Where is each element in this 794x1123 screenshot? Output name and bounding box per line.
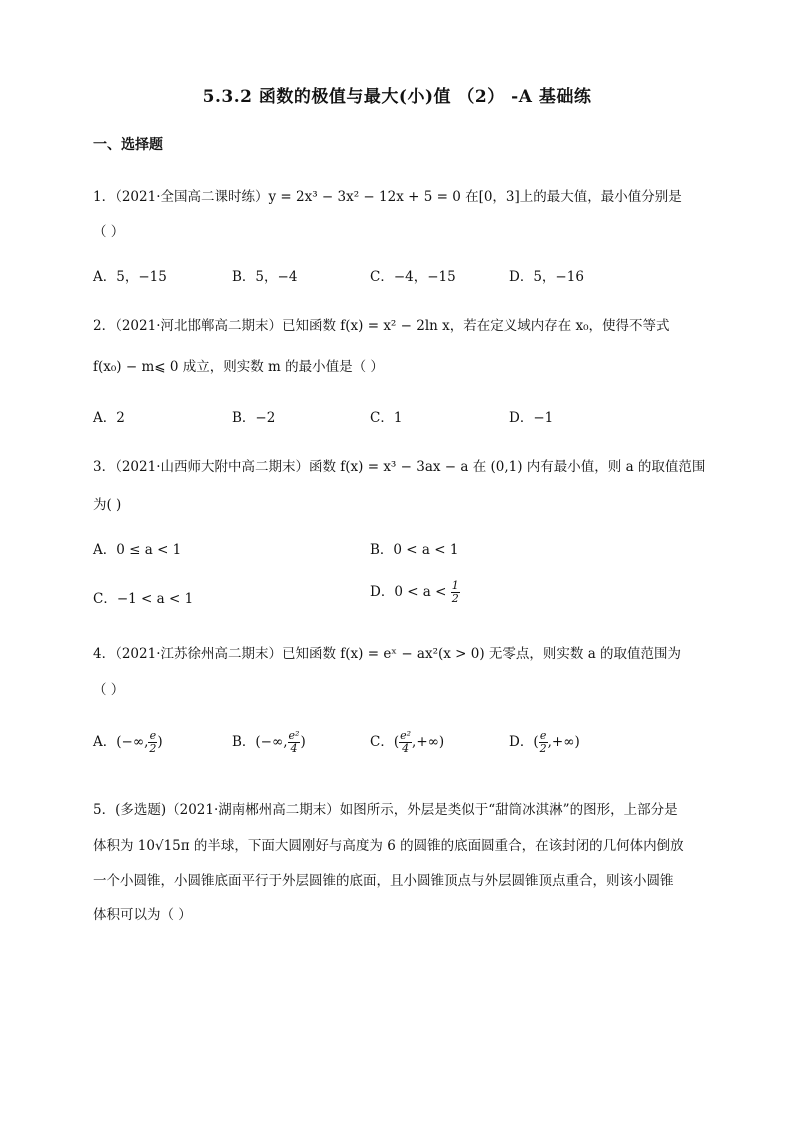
question-2-stem-cont: f(x₀) − m⩽ 0 成立，则实数 m 的最小值是（ ） xyxy=(93,359,384,375)
option-suffix: ) xyxy=(300,734,306,750)
question-2-stem: 2．（2021·河北邯郸高二期末）已知函数 f(x) = x² − 2ln x，若在定义域内存在 x₀，使得不等式 xyxy=(93,318,670,334)
question-1-option-d: D．5，−16 xyxy=(509,269,584,285)
page-title: 5.3.2 函数的极值与最大(小)值 （2） -A 基础练 xyxy=(202,87,592,107)
question-3-option-d xyxy=(370,580,460,605)
option-prefix: B．(−∞, xyxy=(232,734,288,750)
option-prefix: A．(−∞, xyxy=(93,734,149,750)
question-2-option-a: A．2 xyxy=(93,410,125,426)
question-2-option-c: C．1 xyxy=(370,410,403,426)
question-3-option-a: A．0 ≤ a < 1 xyxy=(93,542,182,558)
section-heading: 一、选择题 xyxy=(93,137,163,153)
fraction-numerator: e xyxy=(539,729,547,742)
option-suffix: ) xyxy=(157,734,163,750)
fraction-numerator: e² xyxy=(288,729,300,742)
option-fraction xyxy=(288,730,301,755)
fraction-numerator: e² xyxy=(400,729,412,742)
question-5-stem-line-4: 体积可以为（ ） xyxy=(93,907,192,923)
question-3-option-c: C．−1 < a < 1 xyxy=(93,591,194,607)
question-1-option-c: C．−4，−15 xyxy=(370,269,456,285)
question-2-option-d: D．−1 xyxy=(509,410,554,426)
fraction-denominator: 2 xyxy=(451,592,459,605)
option-fraction xyxy=(399,730,412,755)
fraction-denominator: 4 xyxy=(402,742,410,755)
question-4-option-b xyxy=(232,730,306,755)
fraction-denominator: 2 xyxy=(149,742,157,755)
question-3-stem-cont: 为( ) xyxy=(93,497,122,513)
question-5-stem: 5．(多选题)（2021·湖南郴州高二期末）如图所示，外层是类似于“甜筒冰淇淋”的图形，上部分是 xyxy=(93,802,678,818)
question-1-option-b: B．5，−4 xyxy=(232,269,298,285)
question-1-bracket: （ ） xyxy=(93,224,125,240)
question-2-option-b: B．−2 xyxy=(232,410,276,426)
question-4-bracket: （ ） xyxy=(93,682,125,698)
question-4-option-c xyxy=(370,730,444,755)
option-suffix: ,+∞) xyxy=(412,734,445,750)
question-1-stem: 1．（2021·全国高二课时练）y = 2x³ − 3x² − 12x + 5 = 0 在[0，3]上的最大值，最小值分别是 xyxy=(93,189,682,205)
fraction-denominator: 4 xyxy=(290,742,298,755)
fraction-denominator: 2 xyxy=(539,742,547,755)
question-4-option-d xyxy=(509,730,580,755)
option-prefix: C．( xyxy=(370,734,400,750)
question-3-option-b: B．0 < a < 1 xyxy=(370,542,459,558)
fraction-numerator: 1 xyxy=(451,579,459,592)
option-suffix: ,+∞) xyxy=(547,734,580,750)
question-1-option-a: A．5，−15 xyxy=(93,269,167,285)
fraction-numerator: e xyxy=(149,729,157,742)
option-prefix: D．( xyxy=(509,734,539,750)
question-3-option-d-fraction xyxy=(451,580,460,605)
question-5-stem-line-3: 一个小圆锥，小圆锥底面平行于外层圆锥的底面，且小圆锥顶点与外层圆锥顶点重合，则该小圆锥 xyxy=(93,873,674,889)
option-fraction xyxy=(539,730,548,755)
question-3-stem: 3．（2021·山西师大附中高二期末）函数 f(x) = x³ − 3ax − a 在 (0,1) 内有最小值，则 a 的取值范围 xyxy=(93,459,706,475)
question-4-stem: 4．（2021·江苏徐州高二期末）已知函数 f(x) = eˣ − ax²(x > 0) 无零点，则实数 a 的取值范围为 xyxy=(93,646,682,662)
question-5-stem-line-2: 体积为 10√15π 的半球，下面大圆刚好与高度为 6 的圆锥的底面圆重合，在该封闭的几何体内倒放 xyxy=(93,838,684,854)
question-4-option-a xyxy=(93,730,163,755)
question-3-option-d-text: D．0 < a < xyxy=(370,584,447,600)
